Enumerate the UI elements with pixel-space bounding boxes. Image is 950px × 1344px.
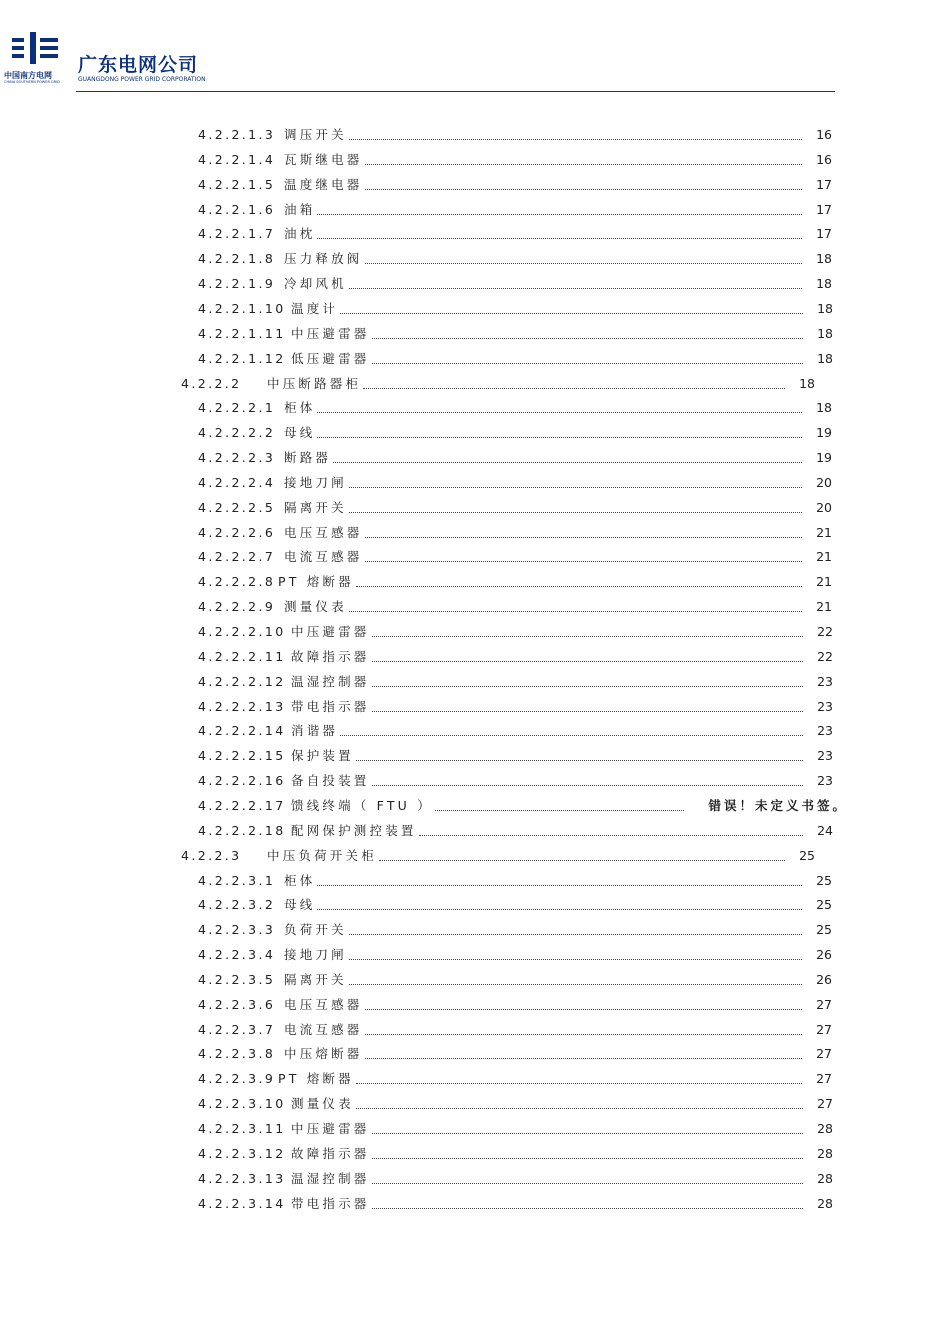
toc-leader-dots <box>356 1069 802 1084</box>
toc-entry[interactable] <box>198 298 833 318</box>
company-name-en: GUANGDONG POWER GRID CORPORATION <box>78 76 206 83</box>
toc-entry-title: 馈线终端（ FTU ） <box>291 797 433 813</box>
toc-leader-dots <box>365 249 802 264</box>
toc-entry-page: 18 <box>817 350 833 366</box>
toc-entry[interactable] <box>198 894 832 914</box>
toc-entry-number: 4.2.2.1.7 <box>198 226 276 242</box>
toc-leader-dots <box>349 274 802 289</box>
toc-entry-page: 20 <box>816 474 832 490</box>
toc-entry[interactable] <box>198 248 832 268</box>
toc-entry-title: 隔离开关 <box>284 971 347 987</box>
toc-entry-page: 21 <box>816 524 832 540</box>
toc-entry-page: 23 <box>817 723 833 739</box>
toc-entry[interactable] <box>198 124 832 144</box>
toc-entry-page: 22 <box>817 648 833 664</box>
toc-entry-page: 23 <box>817 773 833 789</box>
toc-leader-dots <box>340 721 803 736</box>
toc-entry-title: 调压开关 <box>284 127 347 142</box>
toc-entry-number: 4.2.2.2.12 <box>198 673 286 689</box>
toc-entry-number: 4.2.2.3.13 <box>198 1170 286 1186</box>
toc-entry-page: 28 <box>817 1121 833 1136</box>
toc-leader-dots <box>317 871 802 886</box>
toc-entry[interactable] <box>198 1118 833 1138</box>
toc-entry-number: 4.2.2.2.7 <box>198 549 276 565</box>
toc-entry[interactable] <box>198 348 833 368</box>
toc-entry-number: 4.2.2.3.10 <box>198 1096 286 1112</box>
toc-entry-number: 4.2.2.1.6 <box>198 201 276 217</box>
toc-entry-page: 23 <box>817 698 833 714</box>
toc-entry[interactable] <box>198 596 832 616</box>
toc-entry-number: 4.2.2.1.9 <box>198 276 276 292</box>
toc-entry-number: 4.2.2.2.9 <box>198 599 276 615</box>
toc-entry-page: 18 <box>816 400 832 416</box>
toc-entry-number: 4.2.2.3.5 <box>198 971 276 987</box>
toc-leader-dots <box>349 473 802 488</box>
toc-entry-title: 接地刀闸 <box>284 947 347 963</box>
toc-entry[interactable] <box>198 497 832 517</box>
toc-leader-dots <box>372 1169 803 1184</box>
toc-entry-number: 4.2.2.3.7 <box>198 1021 276 1037</box>
toc-entry-number: 4.2.2.1.12 <box>198 350 286 366</box>
toc-entry-page: 18 <box>817 325 833 341</box>
toc-leader-dots <box>435 796 685 811</box>
toc-entry-title: 带电指示器 <box>291 698 370 714</box>
toc-entry-page: 23 <box>817 748 833 764</box>
toc-entry[interactable] <box>198 174 832 194</box>
toc-entry[interactable] <box>198 546 832 566</box>
toc-entry-title: 瓦斯继电器 <box>284 151 363 167</box>
toc-leader-dots <box>372 622 803 637</box>
toc-entry[interactable] <box>198 696 833 716</box>
toc-leader-dots <box>372 647 803 662</box>
toc-leader-dots <box>317 398 802 413</box>
toc-entry[interactable] <box>198 671 833 691</box>
toc-entry-page: 27 <box>816 1071 832 1087</box>
toc-entry-title: 配网保护测控装置 <box>291 822 417 838</box>
toc-entry-title: 温度继电器 <box>284 176 363 192</box>
toc-entry[interactable] <box>198 944 832 964</box>
toc-entry-title: 中压避雷器 <box>291 624 370 639</box>
toc-entry-number: 4.2.2.2.5 <box>198 499 276 515</box>
toc-entry[interactable] <box>198 273 832 293</box>
toc-entry-title: 电流互感器 <box>284 549 363 565</box>
toc-entry-number: 4.2.2.1.5 <box>198 176 276 192</box>
group-name-cn: 中国南方电网 <box>4 71 52 80</box>
toc-leader-dots <box>356 1094 803 1109</box>
toc-entry-title: 测量仪表 <box>291 1096 354 1112</box>
toc-leader-dots <box>349 945 802 960</box>
toc-entry[interactable] <box>198 820 833 840</box>
toc-entry-title: 中压熔断器 <box>284 1046 363 1062</box>
toc-entry-number: 4.2.2.2.16 <box>198 773 286 789</box>
toc-leader-dots <box>356 572 802 587</box>
toc-entry-title: 测量仪表 <box>284 599 347 615</box>
toc-bookmark-error: 错误！未定义书签。 <box>708 797 848 813</box>
toc-entry-number: 4.2.2.1.4 <box>198 151 276 167</box>
toc-entry[interactable] <box>198 745 833 765</box>
toc-entry-page: 20 <box>816 499 832 515</box>
toc-entry-page: 26 <box>816 971 832 987</box>
toc-entry-number: 4.2.2.1.10 <box>198 300 286 316</box>
toc-entry-page: 17 <box>816 201 832 217</box>
toc-entry-page: 19 <box>816 425 832 441</box>
toc-entry[interactable] <box>198 1143 833 1163</box>
toc-entry-number: 4.2.2.2.13 <box>198 698 286 714</box>
toc-leader-dots <box>349 970 802 985</box>
toc-entry-title: 母线 <box>284 425 316 441</box>
toc-leader-dots <box>317 423 802 438</box>
toc-entry[interactable] <box>198 1193 833 1213</box>
toc-entry-page: 18 <box>816 276 832 292</box>
toc-entry-title: 带电指示器 <box>291 1195 370 1211</box>
toc-entry[interactable] <box>198 969 832 989</box>
toc-entry-number: 4.2.2.3.9 <box>198 1071 276 1087</box>
toc-entry[interactable] <box>181 845 815 865</box>
toc-entry-title: 低压避雷器 <box>291 350 370 366</box>
toc-entry-number: 4.2.2.2.3 <box>198 450 276 466</box>
toc-entry[interactable] <box>198 1043 832 1063</box>
toc-leader-dots <box>340 299 803 314</box>
toc-entry-page: 27 <box>817 1096 833 1112</box>
toc-entry-number: 4.2.2.3.6 <box>198 996 276 1012</box>
toc-entry-title: 备自投装置 <box>291 773 370 789</box>
toc-entry-page: 21 <box>816 599 832 615</box>
group-name-en: CHINA SOUTHERN POWER GRID <box>4 80 60 84</box>
toc-entry[interactable] <box>198 323 833 343</box>
toc-entry-page: 26 <box>816 947 832 963</box>
toc-leader-dots <box>372 1194 803 1209</box>
page-header <box>0 0 950 92</box>
toc-entry-page: 27 <box>816 1021 832 1037</box>
toc-entry[interactable] <box>198 621 833 641</box>
toc-entry-number: 4.2.2.2.1 <box>198 400 276 416</box>
toc-entry-number: 4.2.2.3 <box>181 847 242 863</box>
toc-entry-number: 4.2.2.3.12 <box>198 1145 286 1161</box>
toc-entry-number: 4.2.2.1.3 <box>198 127 276 142</box>
toc-leader-dots <box>379 846 785 861</box>
toc-entry-number: 4.2.2.2.8 <box>198 574 276 590</box>
toc-leader-dots <box>372 1119 803 1134</box>
toc-entry-title: 中压避雷器 <box>291 1121 370 1136</box>
toc-entry[interactable] <box>198 149 832 169</box>
toc-entry[interactable] <box>198 870 832 890</box>
toc-leader-dots <box>349 920 802 935</box>
toc-entry-number: 4.2.2.1.8 <box>198 251 276 267</box>
toc-entry-title: PT 熔断器 <box>278 574 354 590</box>
toc-entry-title: 隔离开关 <box>284 499 347 515</box>
toc-entry-title: 柜体 <box>284 872 316 888</box>
toc-entry-title: 负荷开关 <box>284 922 347 938</box>
toc-entry-page: 25 <box>816 897 832 913</box>
company-logo <box>2 28 70 86</box>
toc-entry-title: 中压断路器柜 <box>267 375 362 391</box>
toc-entry-title: 接地刀闸 <box>284 474 347 490</box>
toc-entry-page: 18 <box>799 375 815 391</box>
toc-entry[interactable] <box>198 919 832 939</box>
toc-entry-title: 断路器 <box>284 450 332 466</box>
toc-entry[interactable] <box>198 1093 833 1113</box>
toc-entry-title: 消谐器 <box>291 723 339 739</box>
toc-entry[interactable] <box>198 770 833 790</box>
toc-entry-page: 18 <box>817 300 833 316</box>
toc-entry-page: 22 <box>817 624 833 639</box>
toc-entry-page: 27 <box>816 1046 832 1062</box>
toc-entry-number: 4.2.2.2.17 <box>198 797 286 813</box>
toc-entry-number: 4.2.2.2.11 <box>198 648 286 664</box>
toc-entry-page: 19 <box>816 450 832 466</box>
toc-entry-title: 温湿控制器 <box>291 673 370 689</box>
toc-leader-dots <box>317 224 802 239</box>
toc-leader-dots <box>349 597 802 612</box>
toc-entry-title: 油枕 <box>284 226 316 242</box>
toc-entry-page: 16 <box>816 127 832 142</box>
toc-entry-number: 4.2.2.1.11 <box>198 325 286 341</box>
toc-entry-title: 柜体 <box>284 400 316 416</box>
toc-entry-title: PT 熔断器 <box>278 1071 354 1087</box>
header-divider <box>76 91 835 92</box>
toc-entry-title: 中压避雷器 <box>291 325 370 341</box>
toc-entry[interactable] <box>198 1168 833 1188</box>
toc-entry-page: 21 <box>816 574 832 590</box>
toc-entry-number: 4.2.2.3.14 <box>198 1195 286 1211</box>
toc-entry[interactable] <box>198 447 832 467</box>
toc-entry-number: 4.2.2.3.3 <box>198 922 276 938</box>
toc-entry[interactable] <box>198 472 832 492</box>
toc-leader-dots <box>317 200 802 215</box>
power-grid-logo-icon <box>12 28 60 66</box>
toc-leader-dots <box>317 895 802 910</box>
toc-entry-title: 电流互感器 <box>284 1021 363 1037</box>
toc-leader-dots <box>349 498 802 513</box>
toc-entry[interactable] <box>198 223 832 243</box>
toc-entry-page: 28 <box>817 1195 833 1211</box>
toc-leader-dots <box>372 1144 803 1159</box>
toc-entry-number: 4.2.2.2.6 <box>198 524 276 540</box>
toc-leader-dots <box>333 448 802 463</box>
toc-entry[interactable] <box>198 994 832 1014</box>
toc-entry-title: 故障指示器 <box>291 648 370 664</box>
toc-entry[interactable] <box>198 571 832 591</box>
toc-entry-number: 4.2.2.3.4 <box>198 947 276 963</box>
toc-entry-page: 21 <box>816 549 832 565</box>
toc-leader-dots <box>372 771 803 786</box>
toc-entry-number: 4.2.2.2.14 <box>198 723 286 739</box>
toc-entry[interactable] <box>198 1068 832 1088</box>
toc-leader-dots <box>365 1044 802 1059</box>
toc-entry-number: 4.2.2.2.15 <box>198 748 286 764</box>
toc-leader-dots <box>365 995 802 1010</box>
toc-entry[interactable] <box>198 199 832 219</box>
toc-leader-dots <box>372 349 803 364</box>
toc-entry-title: 母线 <box>284 897 316 913</box>
toc-entry[interactable] <box>181 373 815 393</box>
toc-entry-page: 25 <box>816 922 832 938</box>
toc-leader-dots <box>365 175 802 190</box>
toc-entry[interactable] <box>198 522 832 542</box>
toc-entry-number: 4.2.2.2.18 <box>198 822 286 838</box>
toc-entry-number: 4.2.2.2.2 <box>198 425 276 441</box>
toc-entry-page: 27 <box>816 996 832 1012</box>
toc-entry-title: 电压互感器 <box>284 996 363 1012</box>
toc-entry[interactable] <box>198 646 833 666</box>
toc-entry-title: 冷却风机 <box>284 276 347 292</box>
toc-entry-page: 25 <box>799 847 815 863</box>
toc-leader-dots <box>372 672 803 687</box>
toc-entry-page: 16 <box>816 151 832 167</box>
toc-leader-dots <box>356 746 803 761</box>
toc-entry-page: 28 <box>817 1145 833 1161</box>
company-name-cn: 广东电网公司 <box>78 54 199 76</box>
toc-leader-dots <box>372 324 803 339</box>
toc-entry-title: 电压互感器 <box>284 524 363 540</box>
toc-leader-dots <box>349 125 802 140</box>
toc-entry-title: 压力释放阀 <box>284 251 363 267</box>
toc-entry-number: 4.2.2.3.2 <box>198 897 276 913</box>
toc-entry-number: 4.2.2.2.10 <box>198 624 286 639</box>
toc-entry-page: 18 <box>816 251 832 267</box>
toc-leader-dots <box>365 547 802 562</box>
toc-leader-dots <box>363 374 785 389</box>
toc-entry[interactable] <box>198 795 848 815</box>
toc-entry[interactable] <box>198 397 832 417</box>
toc-leader-dots <box>365 523 802 538</box>
toc-entry-title: 保护装置 <box>291 748 354 764</box>
toc-leader-dots <box>365 1020 802 1035</box>
toc-entry-number: 4.2.2.3.11 <box>198 1121 286 1136</box>
toc-entry-page: 17 <box>816 176 832 192</box>
toc-leader-dots <box>372 697 803 712</box>
toc-entry-number: 4.2.2.3.1 <box>198 872 276 888</box>
toc-entry-title: 油箱 <box>284 201 316 217</box>
toc-entry-page: 17 <box>816 226 832 242</box>
toc-entry-number: 4.2.2.2.4 <box>198 474 276 490</box>
toc-leader-dots <box>365 150 802 165</box>
toc-entry-page: 25 <box>816 872 832 888</box>
toc-entry-page: 23 <box>817 673 833 689</box>
toc-leader-dots <box>419 821 803 836</box>
toc-entry[interactable] <box>198 422 832 442</box>
toc-entry-number: 4.2.2.2 <box>181 375 242 391</box>
toc-entry-number: 4.2.2.3.8 <box>198 1046 276 1062</box>
toc-entry[interactable] <box>198 720 833 740</box>
toc-entry-page: 28 <box>817 1170 833 1186</box>
toc-entry-title: 中压负荷开关柜 <box>267 847 377 863</box>
toc-entry-title: 故障指示器 <box>291 1145 370 1161</box>
toc-entry-page: 24 <box>817 822 833 838</box>
toc-entry-title: 温湿控制器 <box>291 1170 370 1186</box>
toc-entry-title: 温度计 <box>291 300 339 316</box>
toc-entry[interactable] <box>198 1019 832 1039</box>
